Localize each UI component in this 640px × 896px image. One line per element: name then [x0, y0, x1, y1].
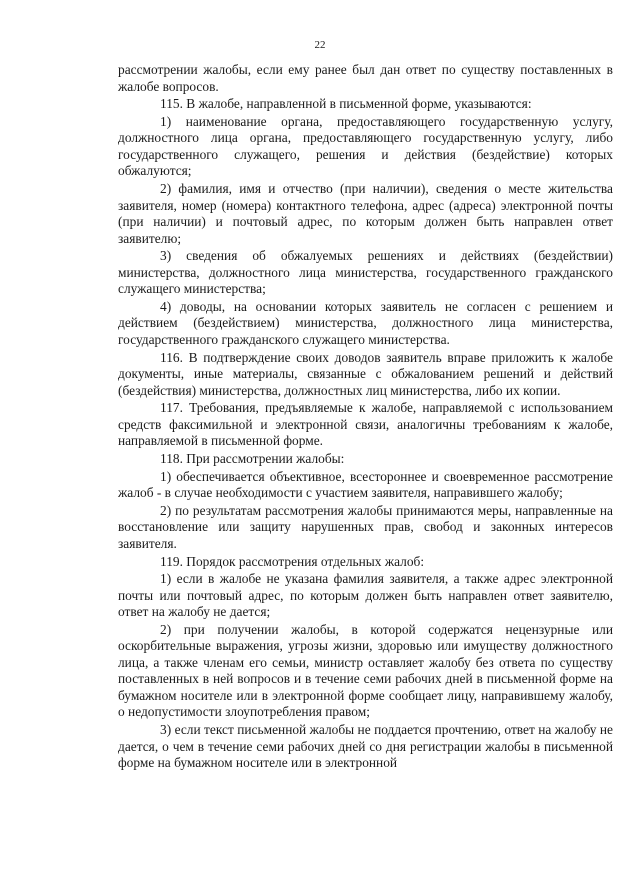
paragraph-118-item-1: 1) обеспечивается объективное, всестороннее и своевременное рассмотрение жалоб - в случае необходимости с участием заявителя, направившего жалобу;	[118, 468, 613, 501]
paragraph-119-item-3: 3) если текст письменной жалобы не поддается прочтению, ответ на жалобу не дается, о чем в течение семи рабочих дней со дня регистрации жалобы в письменной форме на бумажном носителе или в электронной	[118, 722, 613, 771]
document-body	[118, 62, 613, 773]
paragraph-115-item-2: 2) фамилия, имя и отчество (при наличии), сведения о месте жительства заявителя, номер (номера) контактного телефона, адрес (адреса) электронной почты (при наличии) и почтовый адрес, по которым должен быть направлен ответ заявителю;	[118, 181, 613, 246]
paragraph-117: 117. Требования, предъявляемые к жалобе, направляемой с использованием средств факсимильной и электронной связи, аналогичны требованиям к жалобе, направляемой в письменной форме.	[118, 400, 613, 449]
paragraph-118: 118. При рассмотрении жалобы:	[160, 451, 345, 466]
paragraph-115-item-1: 1) наименование органа, предоставляющего государственную услугу, должностного лица органа, предоставляющего государственную услугу, либо государственного служащего, решения и действия (бездействие) которых обжалуются;	[118, 113, 613, 179]
paragraph-115-item-4: 4) доводы, на основании которых заявитель не согласен с решением и действием (бездействием) министерства, должностного лица министерства, государственного гражданского служащего министерства.	[118, 298, 613, 347]
paragraph-119: 119. Порядок рассмотрения отдельных жалоб:	[160, 553, 425, 569]
paragraph-119-item-1: 1) если в жалобе не указана фамилия заявителя, а также адрес электронной почты или почтовый адрес, по которым должен быть направлен ответ заявителю, ответ на жалобу не дается;	[118, 571, 613, 620]
paragraph-118-item-2: 2) по результатам рассмотрения жалобы принимаются меры, направленные на восстановление или защиту нарушенных прав, свобод и законных интересов заявителя.	[118, 502, 613, 551]
page-number: 22	[314, 39, 326, 51]
paragraph-115-item-3: 3) сведения об обжалуемых решениях и действиях (бездействии) министерства, должностного лица министерства, государственного гражданского служащего министерства;	[118, 248, 613, 297]
paragraph-119-item-2: 2) при получении жалобы, в которой содержатся нецензурные или оскорбительные выражения, угрозы жизни, здоровью или имуществу должностного лица, а также членам его семьи, министр оставляет жалобу без ответа по существу поставленных в ней вопросов и в течение семи рабочих дней в письменной форме на бумажном носителе или в электронной форме сообщает лицу, направившему жалобу, о недопустимости злоупотребления правом;	[118, 621, 613, 720]
paragraph-116: 116. В подтверждение своих доводов заявитель вправе приложить к жалобе документы, иные материалы, связанные с обжалованием решений и действий (бездействия) министерства, должностных лиц министерства, либо их копии.	[118, 349, 613, 398]
paragraph-continuation: рассмотрении жалобы, если ему ранее был дан ответ по существу поставленных в жалобе вопросов.	[118, 62, 613, 94]
paragraph-115: 115. В жалобе, направленной в письменной форме, указываются:	[160, 96, 532, 112]
